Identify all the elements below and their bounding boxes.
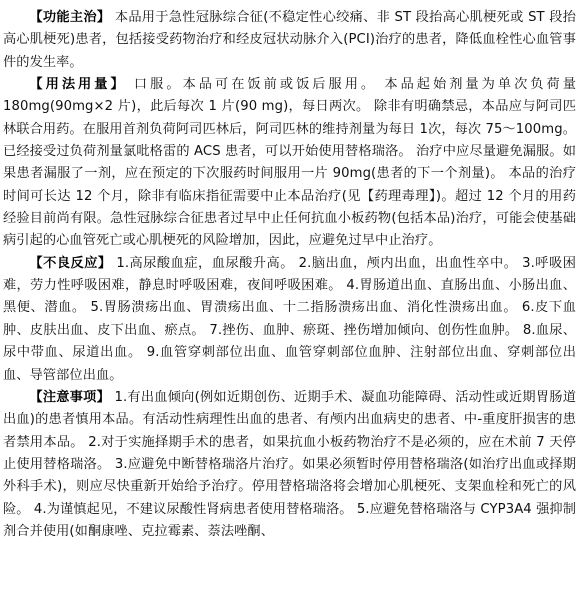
section-heading-precautions: 【注意事项】 xyxy=(29,389,111,405)
section-text-dosage: 口服。本品可在饭前或饭后服用。 本品起始剂量为单次负荷量 180mg(90mg×2 片)，此后每次 1 片(90 mg)，每日两次。 除非有明确禁忌，本品应与阿司匹林联合用药。在服用首剂负荷阿司匹林后，阿司匹林的维持剂量为每日 1次，每次 75～100mg。 已经接受过负荷剂量氯吡格雷的 ACS 患者，可以开始使用替格瑞洛。 治疗中应尽量避免漏服。如果患者漏服了一剂，应在预定的下次服药时间服用一片 90mg(患者的下一个剂量)。 本品的治疗时间可长达 12 个月，除非有临床指征需要中止本品治疗(见【药理毒理】)。超过 12 个月的用药经验目前尚有限。急性冠脉综合征患者过早中止任何抗血小板药物(包括本品)治疗，可能会使基础病引起的心血管死亡或心肌梗死的风险增加，因此，应避免过早中止治疗。 xyxy=(3,77,577,249)
section-text-indications: 本品用于急性冠脉综合征(不稳定性心绞痛、非 ST 段抬高心肌梗死或 ST 段抬高心肌梗死)患者，包括接受药物治疗和经皮冠状动脉介入(PCI)治疗的患者，降低血栓性心血管事件的发生率。 xyxy=(3,10,576,70)
section-precautions xyxy=(3,387,576,543)
section-heading-indications: 【功能主治】 xyxy=(29,10,111,25)
section-heading-adverse-reactions: 【不良反应】 xyxy=(29,255,112,271)
section-dosage xyxy=(3,74,576,253)
section-text-adverse-reactions: 1.高尿酸血症，血尿酸升高。 2.脑出血，颅内出血，出血性卒中。 3.呼吸困难，劳力性呼吸困难，静息时呼吸困难，夜间呼吸困难。 4.胃肠道出血、直肠出血、小肠出血、黑便、潜血。 5.胃肠溃疡出血、胃溃疡出血、十二指肠溃疡出血、消化性溃疡出血。 6.皮下血肿、皮肤出血、皮下出血、瘀点。 7.挫伤、血肿、瘀斑、挫伤增加倾向、创伤性血肿。 8.血尿、尿中带血、尿道出血。 9.血管穿刺部位出血、血管穿刺部位血肿、注射部位出血、穿刺部位出血、导管部位出血。 xyxy=(3,255,576,383)
drug-label-document xyxy=(3,7,576,543)
section-adverse-reactions xyxy=(3,253,576,387)
section-heading-dosage: 【用法用量】 xyxy=(29,77,127,93)
section-indications xyxy=(3,7,576,74)
section-text-precautions: 1.有出血倾向(例如近期创伤、近期手术、凝血功能障碍、活动性或近期胃肠道出血)的患者慎用本品。有活动性病理性出血的患者、有颅内出血病史的患者、中-重度肝损害的患者禁用本品。 2.对于实施择期手术的患者，如果抗血小板药物治疗不是必须的，应在术前 7 天停止使用替格瑞洛。 3.应避免中断替格瑞洛片治疗。如果必须暂时停用替格瑞洛(如治疗出血或择期外科手术)，则应尽快重新开始给予治疗。停用替格瑞洛将会增加心肌梗死、支架血栓和死亡的风险。 4.为谨慎起见，不建议尿酸性肾病患者使用替格瑞洛。 5.应避免替格瑞洛与 CYP3A4 强抑制剂合并使用(如酮康唑、克拉霉素、萘法唑酮、 xyxy=(3,389,577,539)
